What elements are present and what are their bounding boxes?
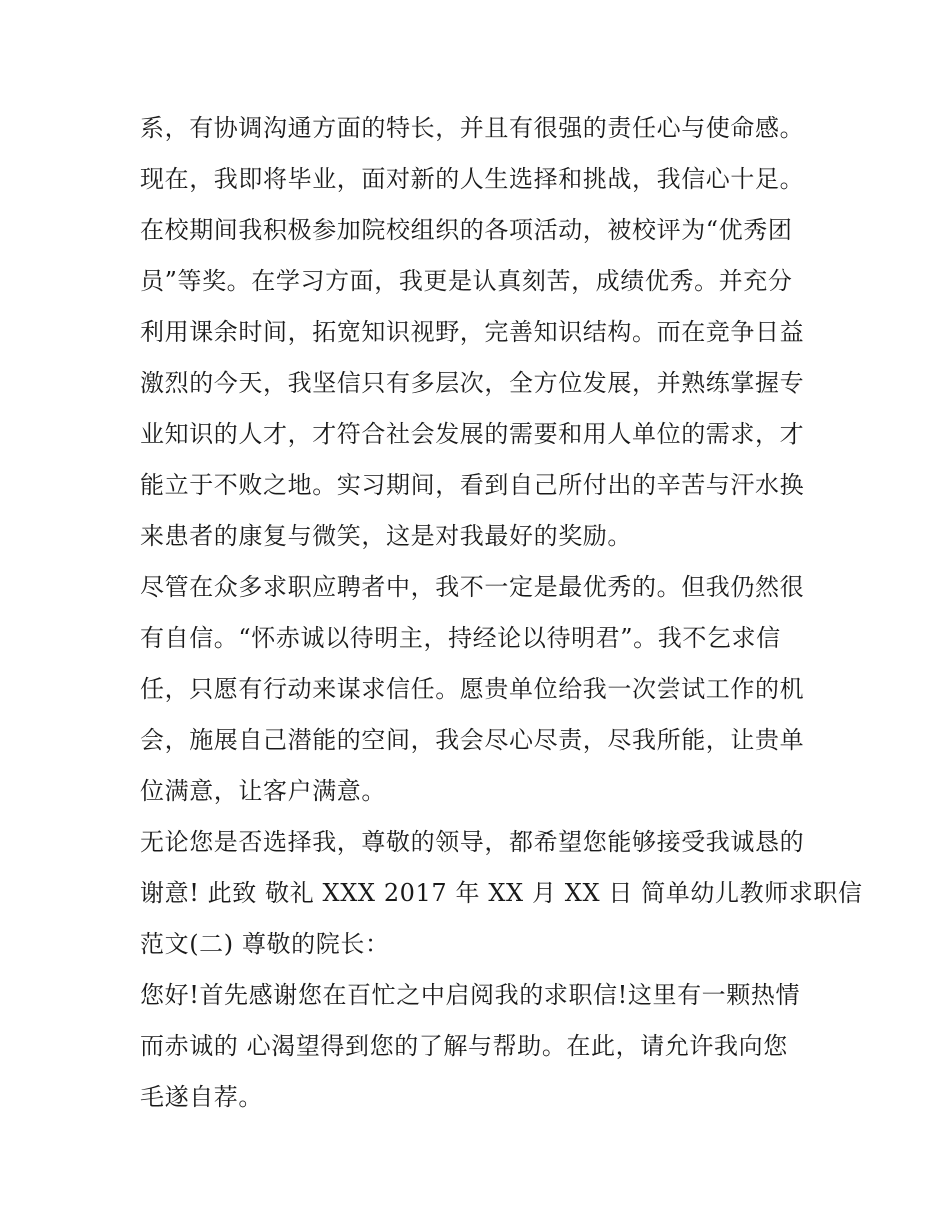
text-line: 毛遂自荐。 <box>140 1083 263 1111</box>
text-line: 会，施展自己潜能的空间，我会尽心尽责，尽我所能，让贵单 <box>140 726 805 754</box>
text-line: 无论您是否选择我，尊敬的领导，都希望您能够接受我诚恳的 <box>140 828 805 856</box>
text-line: 有自信。“怀赤诚以待明主，持经论以待明君”。我不乞求信 <box>140 624 781 652</box>
letter-body <box>140 103 863 1123</box>
text-line: 激烈的今天，我坚信只有多层次，全方位发展，并熟练掌握专 <box>140 369 805 397</box>
text-line: 利用课余时间，拓宽知识视野，完善知识结构。而在竞争日益 <box>140 318 805 346</box>
text-line: 您好!首先感谢您在百忙之中启阅我的求职信!这里有一颗热情 <box>140 981 801 1009</box>
text-line: 尽管在众多求职应聘者中，我不一定是最优秀的。但我仍然很 <box>140 573 805 601</box>
text-line: 任，只愿有行动来谋求信任。愿贵单位给我一次尝试工作的机 <box>140 675 805 703</box>
text-line: 现在，我即将毕业，面对新的人生选择和挑战，我信心十足。 <box>140 165 805 193</box>
text-line: 来患者的康复与微笑，这是对我最好的奖励。 <box>140 522 632 550</box>
text-line: 谢意! 此致 敬礼 XXX 2017 年 XX 月 XX 日 简单幼儿教师求职信 <box>140 879 863 907</box>
text-line: 能立于不败之地。实习期间，看到自己所付出的辛苦与汗水换 <box>140 471 805 499</box>
text-line: 范文(二) 尊敬的院长： <box>140 930 390 958</box>
text-line: 在校期间我积极参加院校组织的各项活动，被校评为“优秀团 <box>140 216 793 244</box>
text-line: 员”等奖。在学习方面，我更是认真刻苦，成绩优秀。并充分 <box>140 267 793 295</box>
text-line: 业知识的人才，才符合社会发展的需要和用人单位的需求，才 <box>140 420 805 448</box>
text-line: 系，有协调沟通方面的特长，并且有很强的责任心与使命感。 <box>140 114 805 142</box>
text-line: 位满意，让客户满意。 <box>140 777 386 805</box>
text-line: 而赤诚的 心渴望得到您的了解与帮助。在此，请允许我向您 <box>140 1032 788 1060</box>
